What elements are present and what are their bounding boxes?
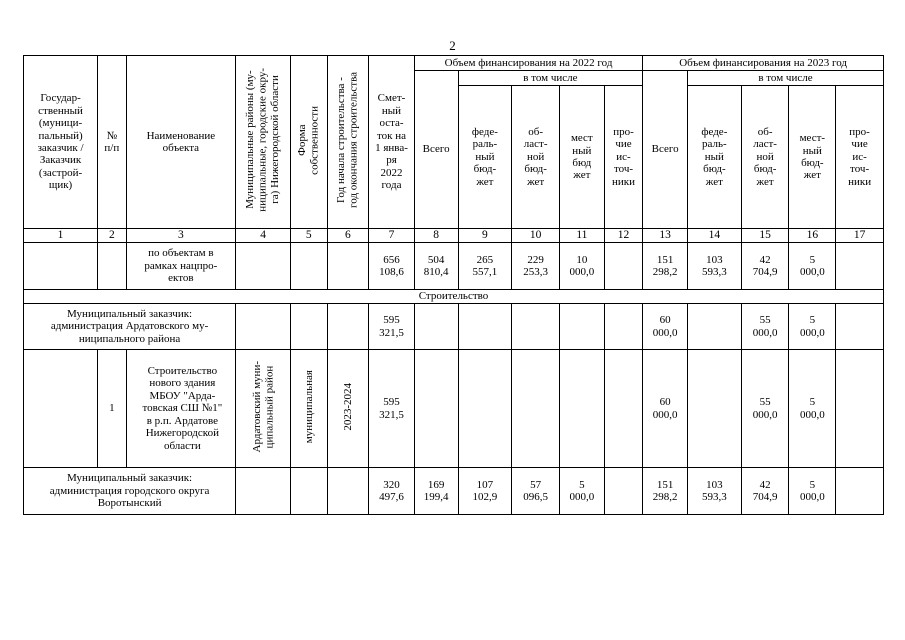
header-other-2022: про- чие ис- точ- ники [604,86,643,229]
cell-empty [236,304,291,350]
header-fin-2023: Объем финансирования на 2023 год [643,56,884,71]
cell-federal-2023: 103 593,3 [687,243,741,290]
column-number: 8 [414,229,458,243]
cell-local-2022: 10 000,0 [560,243,605,290]
cell-empty [414,350,458,468]
header-object-name: Наименование объекта [126,56,236,229]
cell-local-2023: 5 000,0 [789,350,836,468]
cell-empty [687,304,741,350]
column-number: 2 [98,229,126,243]
cell-regional-2023: 55 000,0 [741,304,789,350]
cell-empty [836,304,884,350]
header-federal-2023: федe- раль- ный бюд- жет [687,86,741,229]
column-number: 16 [789,229,836,243]
table-row-natsproekt [24,243,884,290]
cell-estimate: 320 497,6 [369,468,415,515]
cell-empty [836,243,884,290]
column-number: 11 [560,229,605,243]
header-local-2022: мест ный бюд жет [560,86,605,229]
column-number: 17 [836,229,884,243]
cell-regional-2023: 42 704,9 [741,243,789,290]
column-number: 5 [290,229,327,243]
column-numbers-row [24,229,884,243]
cell-empty [24,243,98,290]
column-number: 10 [512,229,560,243]
cell-empty [327,468,369,515]
column-number: 6 [327,229,369,243]
table-row-vorotynsk-customer [24,468,884,515]
header-fin-2022: Объем финансирования на 2022 год [414,56,642,71]
header-districts: Муниципальные районы (му- ниципальные, городские окру- га) Нижегородской области [236,56,291,229]
row-name: Муниципальный заказчик: администрация Ардатовского му- ниципального района [24,304,236,350]
cell-empty [24,350,98,468]
cell-regional-2022: 57 096,5 [512,468,560,515]
cell-total-2023: 151 298,2 [643,468,688,515]
header-regional-2023: об- ласт- ной бюд- жет [741,86,789,229]
cell-federal-2023: 103 593,3 [687,468,741,515]
cell-ownership: муниципальная [290,350,327,468]
row-name: Муниципальный заказчик: администрация городского округа Воротынский [24,468,236,515]
cell-empty [836,350,884,468]
cell-local-2023: 5 000,0 [789,243,836,290]
header-years: Год начала строительства - год окончания строительства [327,56,369,229]
header-regional-2022: об- ласт- ной бюд- жет [512,86,560,229]
cell-estimate: 595 321,5 [369,304,415,350]
cell-empty [327,243,369,290]
cell-regional-2023: 55 000,0 [741,350,789,468]
cell-regional-2023: 42 704,9 [741,468,789,515]
cell-empty [560,350,605,468]
cell-federal-2022: 107 102,9 [458,468,512,515]
cell-total-2023: 60 000,0 [643,350,688,468]
column-number: 3 [126,229,236,243]
column-number: 12 [604,229,643,243]
cell-empty [327,304,369,350]
cell-empty [290,468,327,515]
section-title: Строительство [24,290,884,304]
cell-empty [560,304,605,350]
cell-empty [458,304,512,350]
column-number: 1 [24,229,98,243]
cell-district: Ардатовский муни- ципальный район [236,350,291,468]
cell-local-2023: 5 000,0 [789,304,836,350]
cell-federal-2022: 265 557,1 [458,243,512,290]
cell-empty [290,243,327,290]
cell-empty [290,304,327,350]
table-row-ardatov-customer [24,304,884,350]
cell-local-2022: 5 000,0 [560,468,605,515]
cell-total-2022: 504 810,4 [414,243,458,290]
header-including-2022: в том числе [458,71,643,86]
column-number: 9 [458,229,512,243]
table-row-ardatov-object [24,350,884,468]
financing-table [23,55,884,515]
column-number: 15 [741,229,789,243]
header-other-2023: про- чие ис- точ- ники [836,86,884,229]
column-number: 4 [236,229,291,243]
cell-empty [236,468,291,515]
cell-estimate: 656 108,6 [369,243,415,290]
cell-empty [604,243,643,290]
cell-total-2023: 60 000,0 [643,304,688,350]
row-name: по объектам в рамках нацпро- ектов [126,243,236,290]
header-estimate: Смет- ный остa- ток на 1 янва- ря 2022 года [369,56,415,229]
cell-total-2023: 151 298,2 [643,243,688,290]
column-number: 14 [687,229,741,243]
header-federal-2022: федe- раль- ный бюд- жет [458,86,512,229]
header-including-2023: в том числе [687,71,883,86]
header-number: № п/п [98,56,126,229]
cell-empty [98,243,126,290]
cell-regional-2022: 229 253,3 [512,243,560,290]
cell-empty [458,350,512,468]
cell-local-2023: 5 000,0 [789,468,836,515]
cell-empty [604,468,643,515]
cell-empty [836,468,884,515]
header-customer: Государ- ственный (муници- пальный) заказчик / Заказчик (застрой- щик) [24,56,98,229]
header-total-2023: Всего [643,71,688,229]
cell-estimate: 595 321,5 [369,350,415,468]
cell-empty [604,350,643,468]
cell-empty [604,304,643,350]
column-number: 7 [369,229,415,243]
cell-years: 2023-2024 [327,350,369,468]
header-total-2022: Всего [414,71,458,229]
page-number: 2 [449,38,456,53]
section-row [24,290,884,304]
cell-empty [687,350,741,468]
cell-empty [236,243,291,290]
header-ownership: Форма собственности [290,56,327,229]
column-number: 13 [643,229,688,243]
cell-empty [512,350,560,468]
row-name: Строительство нового здания МБОУ "Арда- товская СШ №1" в р.п. Ардатове Нижегородской области [126,350,236,468]
row-number: 1 [98,350,126,468]
cell-total-2022: 169 199,4 [414,468,458,515]
cell-empty [414,304,458,350]
cell-empty [512,304,560,350]
header-local-2023: мест- ный бюд- жет [789,86,836,229]
